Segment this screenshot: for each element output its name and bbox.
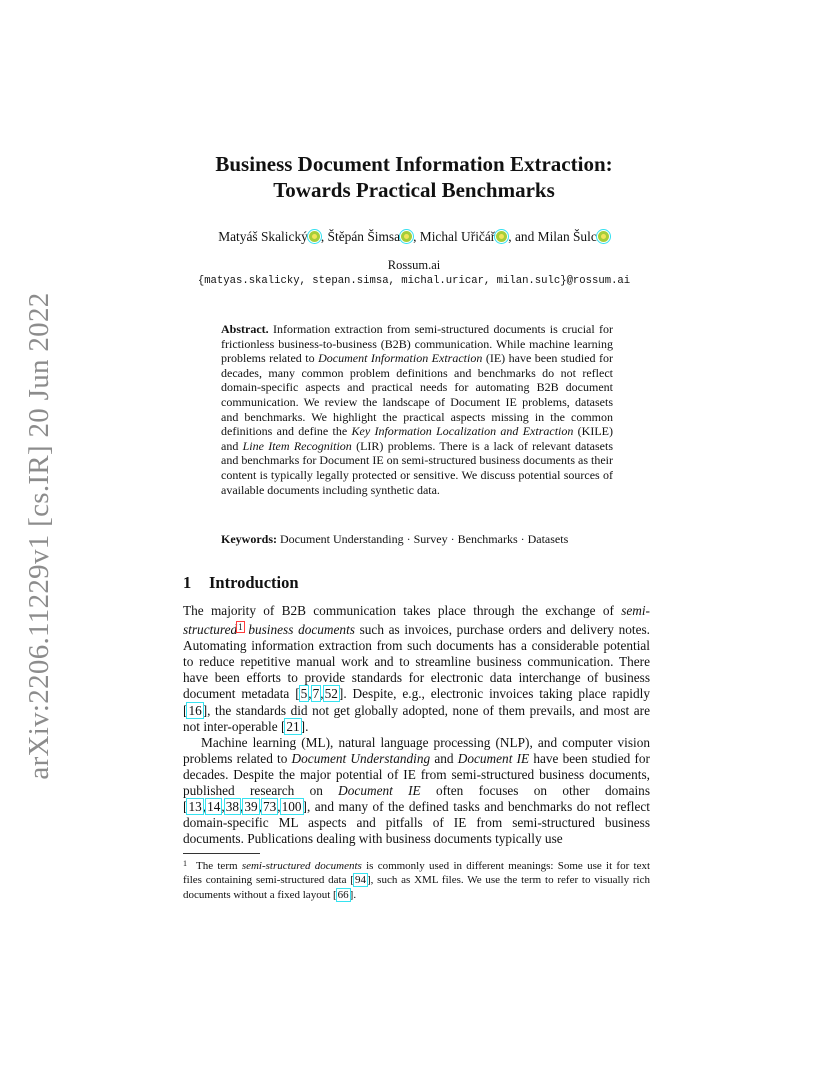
abstract-term: Line Item Recognition — [242, 438, 352, 453]
title-line-1: Business Document Information Extraction: — [215, 152, 613, 176]
text-run: ], and many of the defined tasks and benchmarks do not reflect domain-specific ML aspects and pitfalls of IE from semi-structured business documents. Publications dealing with business documents typically use — [183, 799, 650, 847]
abstract — [221, 322, 613, 497]
text-term: Document IE — [338, 783, 421, 799]
citation-link[interactable]: 16 — [188, 702, 202, 718]
footnote-term: semi-structured documents — [241, 860, 362, 872]
text-run: have been studied for decades. Despite the major potential of IE from semi-structured business documents, published research on — [183, 750, 650, 799]
text-term: business documents — [243, 622, 355, 638]
footnote-text: ], such as XML files. We use the term to refer to visually rich documents without a fixed layout [ — [183, 874, 650, 901]
keywords — [221, 532, 621, 547]
affiliation: Rossum.ai — [387, 258, 441, 272]
author-separator: , — [320, 229, 328, 244]
abstract-text: Information extraction from semi-structured documents is crucial for frictionless business-to-business (B2B) communication. While machine learning problems related to — [221, 322, 613, 366]
body-text — [183, 603, 650, 847]
abstract-term: Key Information Localization and Extraction — [351, 424, 574, 439]
abstract-text: (LIR) problems. There is a lack of relevant datasets and benchmarks for Document IE on semi-structured business documents as their content is typically legally protected or sensitive. We discuss potential sources of available documents including synthetic data. — [221, 438, 614, 497]
footnote-link[interactable]: 1 — [238, 622, 243, 633]
orcid-icon[interactable] — [401, 231, 412, 242]
author-name: Matyáš Skalický — [218, 229, 308, 244]
citation-link[interactable]: 66 — [337, 888, 349, 901]
citation-link[interactable]: 21 — [286, 718, 300, 734]
paragraph: Machine learning (ML), natural language processing (NLP), and computer vision problems related to Document Understanding and Document IE have been studied for decades. Despite the major potential of IE from semi-structured business documents, published research on Document IE often focuses on other domains [13,14,38,39,73,100], and many of the defined tasks and benchmarks do not reflect domain-specific ML aspects and pitfalls of IE from semi-structured business documents. Publications dealing with business documents typically use — [183, 734, 651, 847]
citation-link[interactable]: 39 — [244, 799, 258, 815]
footnote-mark: 1 — [183, 859, 187, 868]
section-title: Introduction — [209, 573, 299, 592]
author-emails: {matyas.skalicky, stepan.simsa, michal.uricar, milan.sulc}@rossum.ai — [197, 275, 631, 287]
paper-title — [140, 151, 688, 203]
orcid-icon[interactable] — [496, 231, 507, 242]
text-run: The majority of B2B communication takes place through the exchange of — [183, 603, 622, 618]
text-term: semi-structured — [183, 603, 650, 638]
citation-link[interactable]: 7 — [312, 686, 320, 702]
author-name: Milan Šulc — [537, 229, 597, 244]
citation-link[interactable]: 5 — [300, 686, 308, 702]
author-name: Michal Uřičář — [419, 229, 496, 244]
text-run: ], the standards did not get globally adopted, none of them prevails, and most are not inter-operable [ — [183, 702, 650, 734]
text-run: often focuses on other domains [ — [183, 783, 651, 815]
orcid-icon[interactable] — [309, 231, 320, 242]
text-run: ]. — [300, 718, 309, 734]
citation-link[interactable]: 73 — [262, 799, 277, 815]
keywords-label: Keywords: — [221, 532, 277, 546]
text-term: Document IE — [457, 750, 530, 766]
author-name: Štěpán Šimsa — [327, 229, 401, 244]
text-term: Document Understanding — [291, 750, 431, 766]
citation-link[interactable]: 14 — [207, 799, 221, 815]
author-separator: , — [413, 229, 420, 244]
title-line-2: Towards Practical Benchmarks — [273, 178, 555, 202]
text-run: such as invoices, purchase orders and delivery notes. Automating information extraction from such documents has a considerable potential to reduce repetitive manual work and to streamline business communication. There have been efforts to provide standards for electronic data interchange of business document metadata [ — [183, 622, 650, 702]
abstract-text: (IE) have been studied for decades, many common problem definitions and benchmarks do not reflect domain-specific aspects and practical needs for automating B2B document communication. We review the landscape of Document IE problems, datasets and benchmarks. We highlight the practical aspects missing in the common definitions and define the — [221, 351, 614, 439]
footnote-text: is commonly used in different meanings: Some use it for text files containing semi-structured data [ — [183, 860, 651, 887]
abstract-term: Document Information Extraction — [318, 351, 483, 366]
paragraph: The majority of B2B communication takes place through the exchange of semi-structured$^1$ business documents such as invoices, purchase orders and delivery notes. Automating information extraction from such documents has a considerable potential to reduce repetitive manual work and to streamline business communication. There have been efforts to provide standards for electronic data interchange of business document metadata [5,7,52]. Despite, e.g., electronic invoices taking place rapidly [16], the standards did not get globally adopted, none of them prevails, and most are not inter-operable [21]. — [183, 603, 650, 734]
footnote-rule — [183, 853, 260, 854]
arxiv-identifier: arXiv:2206.11229v1 [cs.IR] 20 Jun 2022 — [23, 292, 55, 780]
author-list — [130, 229, 698, 245]
footnote — [183, 857, 650, 902]
footnote-text: The term — [196, 860, 242, 872]
abstract-text: (KILE) and — [221, 424, 613, 453]
abstract-label: Abstract. — [221, 322, 269, 336]
text-run: ]. Despite, e.g., electronic invoices taking place rapidly [ — [183, 686, 650, 718]
citation-link[interactable]: 100 — [281, 799, 302, 815]
citation-link[interactable]: 94 — [354, 874, 366, 887]
author-separator: , and — [508, 229, 538, 244]
text-run: and — [430, 750, 458, 766]
section-number: 1 — [183, 573, 192, 592]
keywords-text: Document Understanding · Survey · Benchmarks · Datasets — [277, 532, 569, 546]
text-run: Machine learning (ML), natural language processing (NLP), and computer vision problems related to — [183, 734, 650, 766]
citation-link[interactable]: 52 — [324, 686, 338, 702]
orcid-icon[interactable] — [598, 231, 609, 242]
citation-link[interactable]: 13 — [188, 799, 202, 815]
footnote-text: ]. — [349, 888, 357, 901]
section-heading — [183, 573, 299, 593]
citation-link[interactable]: 38 — [225, 799, 239, 815]
